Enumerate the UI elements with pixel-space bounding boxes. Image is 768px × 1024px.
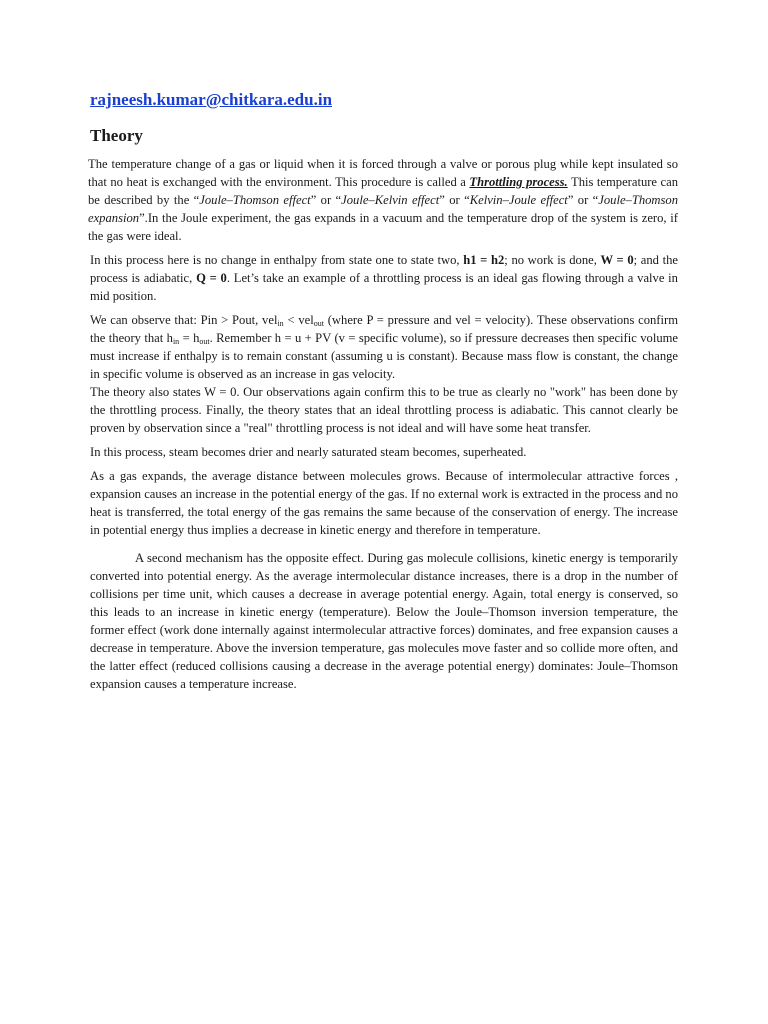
p3-text-2: < vel xyxy=(283,313,314,327)
p1-text-2: This temperature can be described by the “ xyxy=(88,175,679,207)
paragraph-enthalpy xyxy=(90,251,678,305)
p1-text-1: The temperature change of a gas or liquid when it is forced through a valve or porous plug while kept insulated so that no heat is exchanged with the environment. This procedure is called a xyxy=(88,157,678,189)
p1-text-6: ”.In the Joule experiment, the gas expands in a vacuum and the temperature drop of the system is zero, if the gas were ideal. xyxy=(88,211,678,243)
section-heading-theory: Theory xyxy=(90,126,143,145)
p2-text-2: ; no work is done, xyxy=(504,253,601,267)
p2-text-1: In this process here is no change in enthalpy from state one to state two, xyxy=(90,253,464,267)
term-joule-kelvin-effect: Joule–Kelvin effect xyxy=(341,193,440,207)
p2-text-4: . Let’s take an example of a throttling process is an ideal gas flowing through a valve in mid position. xyxy=(90,271,678,303)
subscript-in: in xyxy=(172,337,180,346)
term-joule-thomson-expansion: Joule–Thomson expansion xyxy=(88,193,679,225)
document-page xyxy=(90,90,678,699)
subscript-out: out xyxy=(313,319,324,328)
p3-text-5: . Remember h = u + PV (v = specific volume), so if pressure decreases then specific volume must increase if enthalpy is to remain constant (assuming u is constant). Because mass flow is constant, the change in specific volume is observed as an increase in gas velocity. xyxy=(90,331,678,381)
p3-text-4: = h xyxy=(179,331,200,345)
subscript-out: out xyxy=(199,337,210,346)
p1-text-5: ” or “ xyxy=(567,193,599,207)
p1-text-4: ” or “ xyxy=(439,193,470,207)
term-joule-thomson-effect: Joule–Thomson effect xyxy=(199,193,311,207)
equation-w-zero: W = 0 xyxy=(600,253,634,267)
p3-text-3: (where P = pressure and vel = velocity). These observations confirm the theory that h xyxy=(90,313,678,345)
paragraph-gas-expansion: As a gas expands, the average distance between molecules grows. Because of intermolecular attractive forces , expansion causes an increase in the potential energy of the gas. If no external work is extracted in the process and no heat is transferred, the total energy of the gas remains the same because of the conservation of energy. The increase in potential energy thus implies a decrease in kinetic energy and therefore in temperature. xyxy=(90,469,678,537)
subscript-in: in xyxy=(277,319,284,328)
paragraph-observations xyxy=(90,311,678,383)
term-throttling-process: Throttling process. xyxy=(469,175,568,189)
p3-text-1: We can observe that: Pin > Pout, vel xyxy=(90,313,278,327)
p1-text-3: ” or “ xyxy=(310,193,342,207)
paragraph-steam: In this process, steam becomes drier and nearly saturated steam becomes, superheated. xyxy=(90,445,527,459)
equation-q-zero: Q = 0 xyxy=(196,271,227,285)
equation-h1-h2: h1 = h2 xyxy=(463,253,505,267)
p2-text-3: ; and the process is adiabatic, xyxy=(90,253,678,285)
paragraph-work-zero: The theory also states W = 0. Our observations again confirm this to be true as clearly no "work" has been done by the throttling process. Finally, the theory states that an ideal throttling process is adiabatic. This cannot clearly be proven by observation since a "real" throttling process is not ideal and will have some heat transfer. xyxy=(90,385,678,435)
paragraph-throttling-definition xyxy=(88,155,678,245)
paragraph-second-mechanism: A second mechanism has the opposite effect. During gas molecule collisions, kinetic energy is temporarily converted into potential energy. As the average intermolecular distance increases, there is a drop in the number of collisions per time unit, which causes a decrease in average potential energy. Again, total energy is conserved, so this leads to an increase in kinetic energy (temperature). Below the Joule–Thomson inversion temperature, the former effect (work done internally against intermolecular attractive forces) dominates, and free expansion causes a decrease in temperature. Above the inversion temperature, gas molecules move faster and so collide more often, and the latter effect (reduced collisions causing a decrease in the average potential energy) dominates: Joule–Thomson expansion causes a temperature increase. xyxy=(90,551,678,691)
term-kelvin-joule-effect: Kelvin–Joule effect xyxy=(469,193,568,207)
author-email-link[interactable]: rajneesh.kumar@chitkara.edu.in xyxy=(90,90,333,109)
